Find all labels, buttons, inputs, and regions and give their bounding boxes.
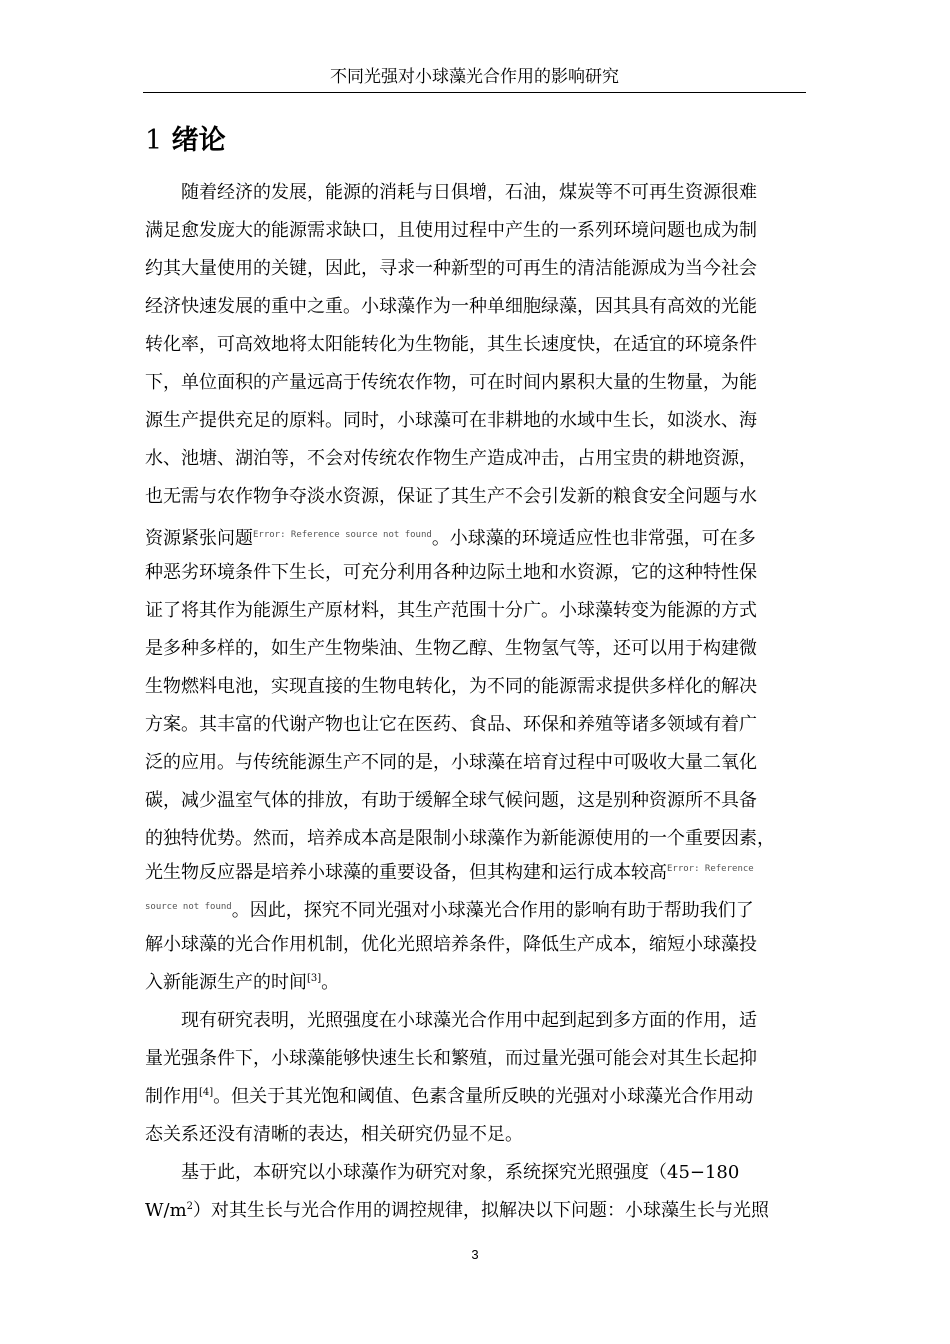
reference-error-marker: Error: Reference (667, 864, 754, 874)
paragraph-line: 是多种多样的，如生产生物柴油、生物乙醇、生物氢气等，还可以用于构建微 (145, 638, 757, 659)
text-run: 。但关于其光饱和阈值、色素含量所反映的光强对小球藻光合作用动 (213, 1086, 754, 1107)
text-run: 光生物反应器是培养小球藻的重要设备，但其构建和运行成本较高 (145, 862, 667, 883)
section-number: 1 (145, 125, 163, 156)
paragraph-line: 证了将其作为能源生产原材料，其生产范围十分广。小球藻转变为能源的方式 (145, 600, 757, 621)
paragraph-line: 也无需与农作物争夺淡水资源，保证了其生产不会引发新的粮食安全问题与水 (145, 486, 757, 507)
citation-marker: [4] (199, 1087, 214, 1098)
paragraph-line (145, 891, 754, 927)
paragraph-line: 种恶劣环境条件下生长，可充分利用各种边际土地和水资源，它的这种特性保 (145, 562, 757, 583)
paragraph-line: 泛的应用。与传统能源生产不同的是，小球藻在培育过程中可吸收大量二氧化 (145, 752, 757, 773)
paragraph-line: 方案。其丰富的代谢产物也让它在医药、食品、环保和养殖等诸多领域有着广 (145, 714, 757, 735)
text-run: ）对其生长与光合作用的调控规律，拟解决以下问题：小球藻生长与光照 (193, 1200, 770, 1221)
text-run: W/m (145, 1200, 187, 1221)
text-run: 资源紧张问题 (145, 528, 253, 549)
citation-marker: [3] (307, 973, 322, 984)
text-run: 。 (321, 972, 340, 993)
page-number: 3 (471, 1247, 479, 1262)
paragraph-line: 约其大量使用的关键，因此，寻求一种新型的可再生的清洁能源成为当今社会 (145, 258, 757, 279)
paragraph-line: 碳，减少温室气体的排放，有助于缓解全球气候问题，这是别种资源所不具备 (145, 790, 757, 811)
text-run: 。小球藻的环境适应性也非常强，可在多 (431, 528, 756, 549)
paragraph-line (145, 967, 339, 999)
paragraph-line: 转化率，可高效地将太阳能转化为生物能，其生长速度快，在适宜的环境条件 (145, 334, 757, 355)
paragraph-line: 随着经济的发展，能源的消耗与日俱增，石油，煤炭等不可再生资源很难 (181, 182, 757, 203)
paragraph-line: 量光强条件下，小球藻能够快速生长和繁殖，而过量光强可能会对其生长起抑 (145, 1048, 757, 1069)
paragraph-line (145, 853, 754, 889)
paragraph-line: 基于此，本研究以小球藻作为研究对象，系统探究光照强度（45−180 (181, 1162, 740, 1183)
paragraph-line: 满足愈发庞大的能源需求缺口，且使用过程中产生的一系列环境问题也成为制 (145, 220, 757, 241)
section-heading (145, 118, 226, 164)
text-run: 入新能源生产的时间 (145, 972, 307, 993)
paragraph-line (145, 1081, 753, 1113)
paragraph-line: 的独特优势。然而，培养成本高是限制小球藻作为新能源使用的一个重要因素， (145, 828, 775, 849)
paragraph-line: 生物燃料电池，实现直接的生物电转化，为不同的能源需求提供多样化的解决 (145, 676, 757, 697)
section-title: 绪论 (171, 125, 226, 156)
running-header: 不同光强对小球藻光合作用的影响研究 (143, 62, 806, 93)
reference-error-marker: Error: Reference source not found (253, 530, 432, 540)
superscript: 2 (186, 1201, 194, 1212)
paragraph-line: 解小球藻的光合作用机制，优化光照培养条件，降低生产成本，缩短小球藻投 (145, 934, 757, 955)
paragraph-line: 经济快速发展的重中之重。小球藻作为一种单细胞绿藻，因其具有高效的光能 (145, 296, 757, 317)
reference-error-marker: source not found (145, 902, 232, 912)
text-run: 。因此，探究不同光强对小球藻光合作用的影响有助于帮助我们了 (231, 900, 754, 921)
paragraph-line (145, 1195, 769, 1227)
paragraph-line: 下，单位面积的产量远高于传统农作物，可在时间内累积大量的生物量，为能 (145, 372, 757, 393)
paragraph-line: 源生产提供充足的原料。同时，小球藻可在非耕地的水域中生长，如淡水、海 (145, 410, 757, 431)
paragraph-line (145, 519, 756, 555)
paragraph-line: 现有研究表明，光照强度在小球藻光合作用中起到起到多方面的作用，适 (181, 1010, 757, 1031)
paragraph-line: 态关系还没有清晰的表达，相关研究仍显不足。 (145, 1124, 523, 1145)
paragraph-line: 水、池塘、湖泊等，不会对传统农作物生产造成冲击，占用宝贵的耕地资源， (145, 448, 757, 469)
text-run: 制作用 (145, 1086, 199, 1107)
